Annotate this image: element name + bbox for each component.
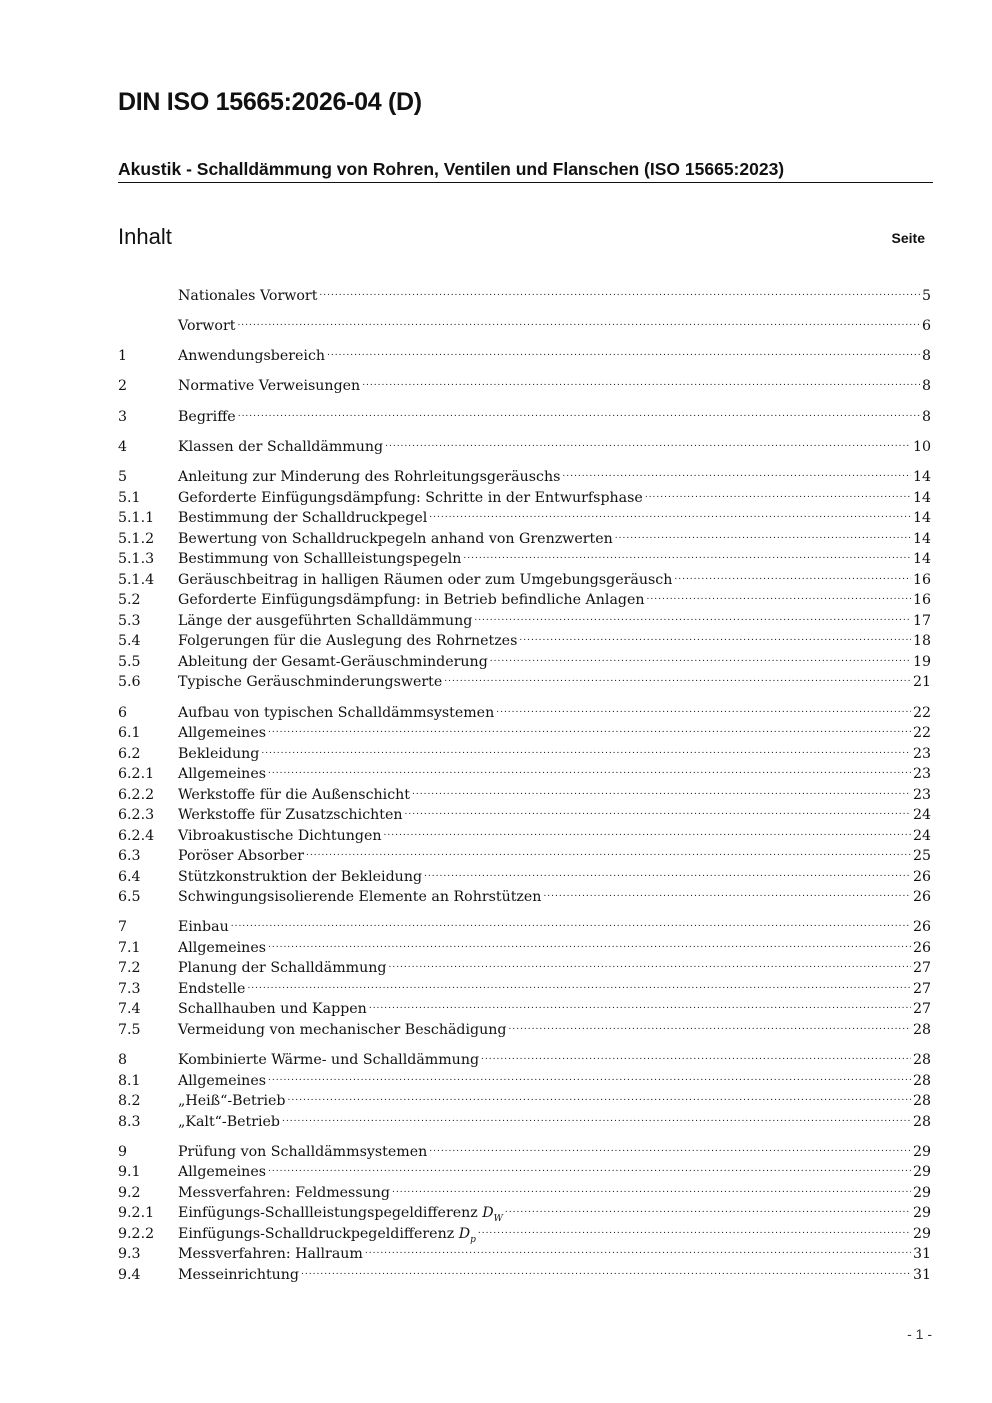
toc-leader-dots	[615, 522, 911, 543]
toc-entry-title-wrap	[178, 1183, 390, 1204]
toc-leader-dots	[231, 911, 911, 932]
toc-entry-page: 23	[912, 766, 931, 783]
toc-entry-number: 4	[118, 438, 128, 455]
toc-entry-title: Messeinrichtung	[178, 1266, 300, 1283]
toc-entry-title-wrap	[178, 570, 672, 591]
toc-entry-number: 6.1	[118, 725, 141, 742]
toc-entry-page: 27	[912, 960, 931, 977]
document-title: DIN ISO 15665:2026-04 (D)	[118, 88, 422, 116]
toc-entry-page: 21	[912, 674, 931, 691]
toc-entry-title-wrap	[178, 286, 317, 307]
toc-entry-title-wrap	[178, 917, 229, 938]
toc-entry-page: 31	[912, 1266, 931, 1283]
toc-entry-page: 31	[912, 1246, 931, 1263]
toc-entry-title: Vibroakustische Dichtungen	[178, 827, 382, 844]
toc-entry-number: 6.4	[118, 868, 141, 885]
toc-group	[118, 911, 931, 1038]
toc-entry-number: 8.2	[118, 1093, 141, 1110]
toc-group	[118, 279, 931, 304]
toc-leader-dots	[478, 1217, 911, 1238]
toc-entry-number: 5.3	[118, 612, 141, 629]
toc-entry-page: 14	[912, 469, 931, 486]
toc-leader-dots	[405, 799, 911, 820]
toc-group	[118, 461, 931, 691]
toc-entry-page: 24	[912, 807, 931, 824]
toc-entry-page: 28	[912, 1052, 931, 1069]
table-of-contents	[118, 279, 931, 1289]
toc-group	[118, 309, 931, 334]
toc-entry-title: „Kalt“-Betrieb	[178, 1113, 281, 1130]
toc-entry-title: Kombinierte Wärme- und Schalldämmung	[178, 1052, 480, 1069]
toc-entry-title: Folgerungen für die Auslegung des Rohrnetzes	[178, 633, 518, 650]
toc-entry-page: 5	[921, 287, 931, 304]
toc-entry-number: 7.3	[118, 980, 141, 997]
toc-leader-dots	[508, 1013, 910, 1034]
toc-entry-number: 6.2.3	[118, 807, 155, 824]
toc-entry-page: 28	[912, 1113, 931, 1130]
toc-entry-title-wrap	[178, 846, 304, 867]
toc-entry-title-wrap	[178, 785, 410, 806]
toc-entry-title: Endstelle	[178, 980, 246, 997]
toc-entry-number: 7.1	[118, 939, 141, 956]
toc-entry-number: 9.1	[118, 1164, 141, 1181]
toc-entry-page: 23	[912, 745, 931, 762]
toc-leader-dots	[674, 563, 911, 584]
toc-entry-title: Einfügungs-Schallleistungspegeldifferenz D	[178, 1205, 494, 1222]
toc-entry-title: Länge der ausgeführten Schalldämmung	[178, 612, 473, 629]
toc-entry-title: Nationales Vorwort	[178, 287, 318, 304]
toc-entry-title-wrap	[178, 652, 488, 673]
toc-entry-title: Einfügungs-Schalldruckpegeldifferenz D	[178, 1225, 471, 1242]
toc-entry-title: Bestimmung der Schalldruckpegel	[178, 510, 428, 527]
toc-leader-dots	[490, 645, 911, 666]
toc-leader-dots	[543, 881, 911, 902]
toc-leader-dots	[505, 1197, 911, 1218]
toc-entry[interactable]	[118, 931, 931, 956]
toc-entry-title-wrap	[178, 1091, 286, 1112]
toc-leader-dots	[327, 340, 920, 361]
toc-entry-title-wrap	[178, 723, 266, 744]
toc-entry-title-wrap	[178, 631, 517, 652]
toc-entry-page: 23	[912, 786, 931, 803]
toc-entry-title: Vorwort	[178, 317, 236, 334]
toc-entry-title: Geforderte Einfügungsdämpfung: Schritte in der Entwurfsphase	[178, 489, 643, 506]
toc-group	[118, 696, 931, 906]
toc-leader-dots	[268, 758, 911, 779]
toc-entry-title: Bekleidung	[178, 745, 260, 762]
toc-entry-number: 9.2.2	[118, 1225, 155, 1242]
toc-entry-number: 6.2.4	[118, 827, 155, 844]
toc-entry-title-wrap	[178, 407, 236, 428]
toc-entry-title-wrap	[178, 376, 360, 397]
toc-entry-page: 22	[912, 725, 931, 742]
toc-leader-dots	[481, 1044, 911, 1065]
toc-entry-number: 8.1	[118, 1072, 141, 1089]
toc-entry-number: 7.2	[118, 960, 141, 977]
toc-leader-dots	[385, 430, 911, 451]
toc-entry-page: 22	[912, 704, 931, 721]
toc-leader-dots	[362, 370, 920, 391]
toc-entry-number: 9.4	[118, 1266, 141, 1283]
toc-entry-number: 3	[118, 408, 128, 425]
toc-entry-number: 5.1.1	[118, 510, 155, 527]
toc-leader-dots	[562, 461, 911, 482]
toc-leader-dots	[496, 696, 911, 717]
toc-entry-title-wrap	[178, 508, 427, 529]
toc-entry-page: 19	[912, 653, 931, 670]
toc-group	[118, 1135, 931, 1283]
toc-entry-number: 8	[118, 1052, 128, 1069]
toc-entry-title-wrap	[178, 999, 367, 1020]
toc-entry-title: Werkstoffe für Zusatzschichten	[178, 807, 403, 824]
toc-entry-page: 24	[912, 827, 931, 844]
toc-entry-number: 5.6	[118, 674, 141, 691]
toc-entry-page: 14	[912, 530, 931, 547]
toc-leader-dots	[247, 972, 911, 993]
toc-entry-title: Begriffe	[178, 408, 236, 425]
page-number-footer: - 1 -	[907, 1326, 932, 1342]
toc-entry-title: Anwendungsbereich	[178, 348, 326, 365]
toc-entry-number: 7.5	[118, 1021, 141, 1038]
toc-entry-title: Ableitung der Gesamt-Geräuschminderung	[178, 653, 488, 670]
toc-entry-title: Schwingungsisolierende Elemente an Rohrstützen	[178, 889, 542, 906]
toc-entry-page: 27	[912, 1001, 931, 1018]
toc-entry-page: 27	[912, 980, 931, 997]
toc-entry-title: Klassen der Schalldämmung	[178, 438, 384, 455]
toc-entry-title: Bewertung von Schalldruckpegeln anhand von Grenzwerten	[178, 530, 613, 547]
toc-entry-page: 16	[912, 571, 931, 588]
document-subtitle: Akustik - Schalldämmung von Rohren, Ventilen und Flanschen (ISO 15665:2023)	[118, 159, 933, 183]
toc-entry-title: Prüfung von Schalldämmsystemen	[178, 1143, 428, 1160]
toc-entry-number: 5.1.4	[118, 571, 155, 588]
toc-entry-title: Allgemeines	[178, 1164, 266, 1181]
toc-entry-number: 9	[118, 1143, 128, 1160]
toc-leader-dots	[647, 584, 911, 605]
toc-entry-title: Planung der Schalldämmung	[178, 960, 387, 977]
toc-leader-dots	[519, 625, 911, 646]
toc-entry-number: 9.3	[118, 1246, 141, 1263]
toc-entry-number: 6.3	[118, 848, 141, 865]
toc-entry[interactable]	[118, 1135, 931, 1160]
toc-entry-title-wrap	[178, 437, 383, 458]
toc-entry-number: 7	[118, 919, 128, 936]
toc-leader-dots	[369, 993, 911, 1014]
toc-entry-title-wrap	[178, 938, 266, 959]
toc-entry-title-wrap	[178, 979, 245, 1000]
toc-entry-title: Einbau	[178, 919, 229, 936]
toc-entry-number: 5.1.2	[118, 530, 155, 547]
toc-leader-dots	[268, 1064, 911, 1085]
toc-leader-dots	[474, 604, 911, 625]
toc-entry[interactable]	[118, 309, 931, 334]
toc-entry[interactable]	[118, 1044, 931, 1069]
toc-entry[interactable]	[118, 279, 931, 304]
toc-entry-page: 29	[912, 1205, 931, 1222]
toc-leader-dots	[412, 778, 911, 799]
toc-entry[interactable]	[118, 911, 931, 936]
toc-entry-title-wrap	[178, 887, 541, 908]
toc-entry-number: 6.2.2	[118, 786, 155, 803]
toc-entry-title-wrap	[178, 611, 472, 632]
toc-entry-page: 26	[912, 868, 931, 885]
page-column-label: Seite	[891, 230, 925, 246]
toc-entry-title-wrap	[178, 764, 266, 785]
toc-entry-page: 18	[912, 633, 931, 650]
toc-entry-page: 17	[912, 612, 931, 629]
toc-entry-page: 28	[912, 1093, 931, 1110]
toc-entry-number: 2	[118, 378, 128, 395]
toc-entry-title: Normative Verweisungen	[178, 378, 361, 395]
toc-entry-title-wrap	[178, 805, 403, 826]
toc-entry-page: 8	[921, 378, 931, 395]
toc-entry-number: 8.3	[118, 1113, 141, 1130]
toc-entry-page: 29	[912, 1184, 931, 1201]
toc-entry-title: Anleitung zur Minderung des Rohrleitungsgeräuschs	[178, 469, 561, 486]
toc-entry-title: Allgemeines	[178, 725, 266, 742]
toc-entry-title-wrap	[178, 867, 422, 888]
toc-entry-number: 5.4	[118, 633, 141, 650]
toc-leader-dots	[645, 481, 911, 502]
toc-entry[interactable]	[118, 696, 931, 721]
toc-leader-dots	[268, 931, 911, 952]
toc-entry-number: 7.4	[118, 1001, 141, 1018]
toc-leader-dots	[237, 309, 920, 330]
toc-entry-number: 5.1.3	[118, 551, 155, 568]
toc-entry[interactable]	[118, 400, 931, 425]
toc-entry-subscript: p	[470, 1234, 476, 1245]
toc-leader-dots	[301, 1258, 911, 1279]
toc-group	[118, 340, 931, 365]
toc-entry-title: Allgemeines	[178, 939, 266, 956]
toc-leader-dots	[463, 543, 911, 564]
toc-entry-page: 6	[921, 317, 931, 334]
toc-entry-number: 5.1	[118, 489, 141, 506]
toc-entry-number: 6	[118, 704, 128, 721]
toc-leader-dots	[261, 737, 911, 758]
toc-leader-dots	[424, 860, 911, 881]
toc-leader-dots	[392, 1176, 911, 1197]
toc-entry-number: 6.2.1	[118, 766, 155, 783]
toc-entry-title: Bestimmung von Schallleistungspegeln	[178, 551, 462, 568]
toc-leader-dots	[268, 1156, 911, 1177]
toc-entry-title: Geräuschbeitrag in halligen Räumen oder zum Umgebungsgeräusch	[178, 571, 673, 588]
toc-group	[118, 1044, 931, 1130]
toc-entry-title: „Heiß“-Betrieb	[178, 1093, 286, 1110]
toc-entry-number: 1	[118, 348, 128, 365]
toc-leader-dots	[388, 952, 910, 973]
toc-entry-number: 5.5	[118, 653, 141, 670]
toc-entry-page: 8	[921, 408, 931, 425]
toc-entry-page: 14	[912, 489, 931, 506]
toc-leader-dots	[288, 1085, 911, 1106]
toc-entry-page: 26	[912, 919, 931, 936]
toc-entry-page: 8	[921, 348, 931, 365]
toc-entry-title-wrap	[178, 1265, 299, 1286]
toc-leader-dots	[429, 502, 911, 523]
toc-entry-title-wrap	[178, 316, 235, 337]
toc-entry-page: 28	[912, 1072, 931, 1089]
toc-entry-title-wrap	[178, 467, 560, 488]
toc-entry-number: 5.2	[118, 592, 141, 609]
toc-leader-dots	[429, 1135, 911, 1156]
toc-entry-page: 16	[912, 592, 931, 609]
toc-entry-page: 29	[912, 1164, 931, 1181]
toc-entry-title: Allgemeines	[178, 766, 266, 783]
toc-group	[118, 400, 931, 425]
toc-entry-page: 25	[912, 848, 931, 865]
toc-leader-dots	[306, 840, 911, 861]
toc-entry[interactable]	[118, 340, 931, 365]
toc-leader-dots	[282, 1105, 911, 1126]
toc-entry-title-wrap	[178, 1071, 266, 1092]
toc-entry-symbol: D	[482, 1205, 494, 1222]
toc-entry-title-wrap	[178, 549, 461, 570]
toc-leader-dots	[365, 1238, 911, 1259]
toc-leader-dots	[384, 819, 911, 840]
toc-heading: Inhalt	[118, 224, 172, 249]
toc-entry-number: 6.5	[118, 889, 141, 906]
toc-entry-title: Poröser Absorber	[178, 848, 304, 865]
toc-entry-title-wrap	[178, 1112, 280, 1133]
toc-entry-title: Geforderte Einfügungsdämpfung: in Betrieb befindliche Anlagen	[178, 592, 645, 609]
toc-entry-title: Schallhauben und Kappen	[178, 1001, 367, 1018]
toc-entry-title: Vermeidung von mechanischer Beschädigung	[178, 1021, 507, 1038]
toc-entry-title-wrap	[178, 1162, 266, 1183]
toc-entry-page: 14	[912, 510, 931, 527]
toc-group	[118, 370, 931, 395]
toc-entry-title-wrap	[178, 346, 325, 367]
toc-group	[118, 430, 931, 455]
toc-entry-number: 5	[118, 469, 128, 486]
toc-entry-title: Typische Geräuschminderungswerte	[178, 674, 443, 691]
toc-entry-title: Werkstoffe für die Außenschicht	[178, 786, 410, 803]
toc-entry-number: 6.2	[118, 745, 141, 762]
toc-entry-number: 9.2.1	[118, 1205, 155, 1222]
toc-entry-page: 29	[912, 1225, 931, 1242]
toc-entry[interactable]	[118, 370, 931, 395]
toc-entry-subscript: W	[493, 1214, 503, 1225]
toc-entry-page: 29	[912, 1143, 931, 1160]
toc-entry-title: Allgemeines	[178, 1072, 266, 1089]
toc-entry-title: Stützkonstruktion der Bekleidung	[178, 868, 423, 885]
toc-entry[interactable]	[118, 461, 931, 486]
toc-entry-page: 10	[912, 438, 931, 455]
toc-entry-page: 26	[912, 889, 931, 906]
toc-entry-page: 26	[912, 939, 931, 956]
toc-entry[interactable]	[118, 430, 931, 455]
toc-leader-dots	[319, 279, 920, 300]
toc-entry-title: Messverfahren: Hallraum	[178, 1246, 363, 1263]
toc-entry-page: 28	[912, 1021, 931, 1038]
toc-entry-title-wrap	[178, 672, 442, 693]
toc-entry-page: 14	[912, 551, 931, 568]
toc-entry-title: Messverfahren: Feldmessung	[178, 1184, 390, 1201]
toc-entry-title-wrap	[178, 1020, 506, 1041]
toc-entry-title: Aufbau von typischen Schalldämmsystemen	[178, 704, 495, 721]
toc-entry-title-wrap	[178, 744, 259, 765]
toc-leader-dots	[268, 717, 911, 738]
toc-entry-symbol: D	[458, 1225, 471, 1242]
toc-leader-dots	[444, 666, 911, 687]
toc-leader-dots	[238, 400, 920, 421]
toc-entry-number: 9.2	[118, 1184, 141, 1201]
